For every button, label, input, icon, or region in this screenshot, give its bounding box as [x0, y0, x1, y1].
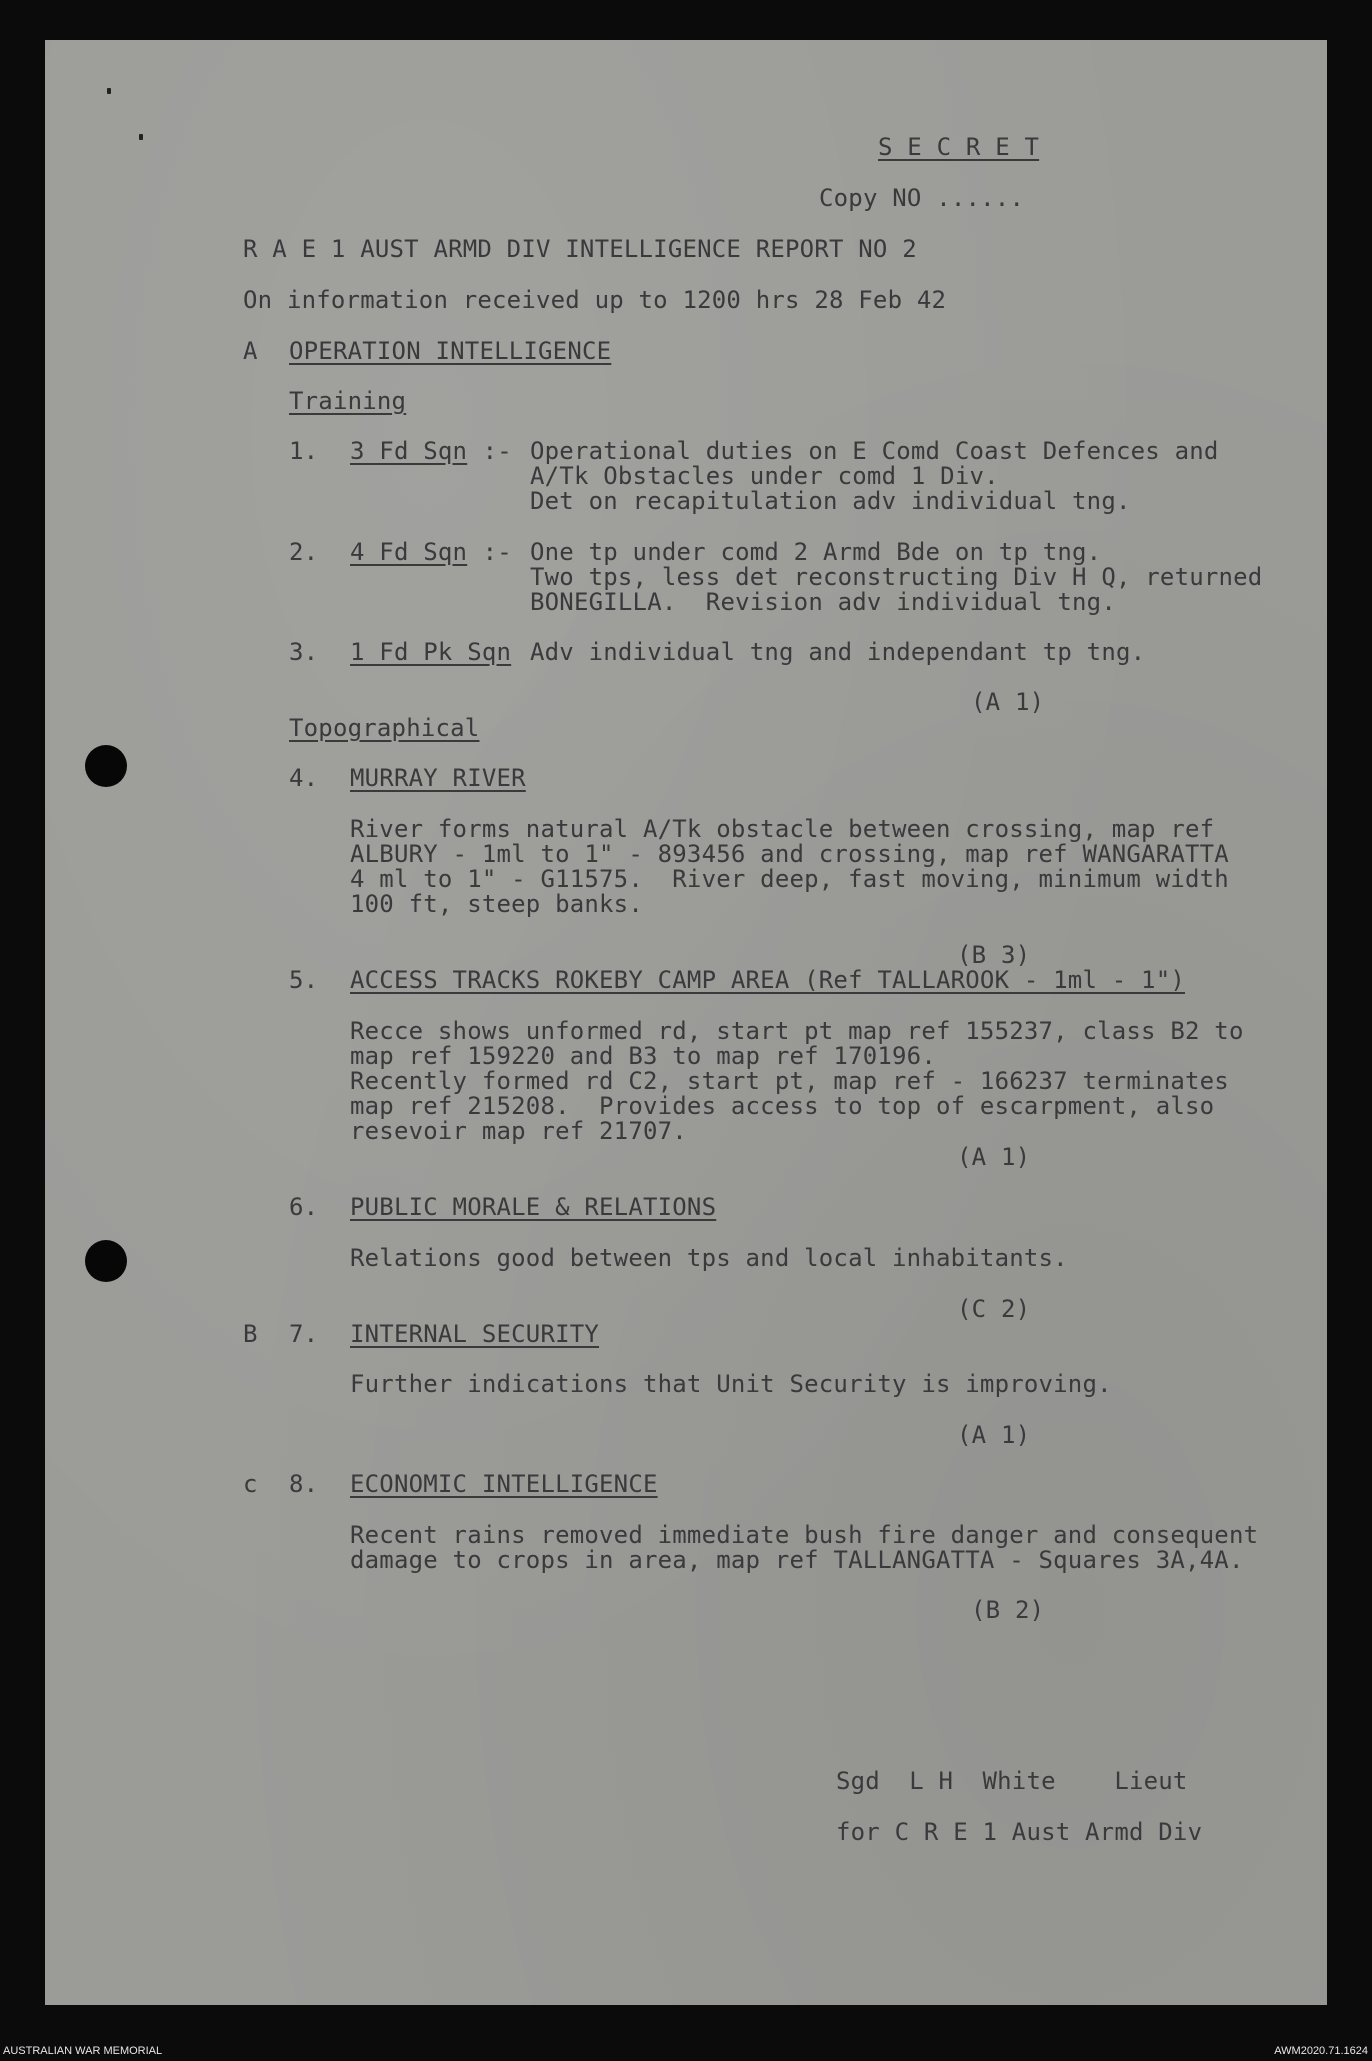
- grade-label: (C 2): [957, 1295, 1031, 1323]
- item-text-line: BONEGILLA. Revision adv individual tng.: [530, 588, 1116, 616]
- item-text-line: 4 ml to 1" - G11575. River deep, fast moving, minimum width: [350, 865, 1229, 893]
- section-a-letter: A: [243, 337, 258, 365]
- item-number: 4.: [289, 764, 319, 792]
- item-number: 6.: [289, 1193, 319, 1221]
- grade-label: (A 1): [971, 688, 1045, 716]
- archive-reference: AWM2020.71.1624: [1274, 2045, 1368, 2057]
- item-number: 7.: [289, 1320, 319, 1348]
- paper-speck: [139, 134, 143, 140]
- report-title: R A E 1 AUST ARMD DIV INTELLIGENCE REPORT NO 2: [243, 235, 917, 263]
- topographical-heading: Topographical: [289, 714, 480, 742]
- item-heading: MURRAY RIVER: [350, 764, 526, 792]
- section-letter: c: [243, 1470, 258, 1498]
- unit-name: 4 Fd Sqn: [350, 538, 468, 566]
- separator: :-: [468, 437, 512, 465]
- grade-label: (B 3): [957, 941, 1031, 969]
- item-heading: INTERNAL SECURITY: [350, 1320, 600, 1348]
- paper-speck: [107, 88, 111, 94]
- item-text-line: ALBURY - 1ml to 1" - 893456 and crossing, map ref WANGARATTA: [350, 840, 1229, 868]
- punch-hole: [85, 1240, 127, 1282]
- item-text-line: A/Tk Obstacles under comd 1 Div.: [530, 462, 999, 490]
- archive-credit: AUSTRALIAN WAR MEMORIAL: [3, 2045, 163, 2057]
- item-text-line: damage to crops in area, map ref TALLANGATTA - Squares 3A,4A.: [350, 1546, 1244, 1574]
- item-number: 2.: [289, 538, 319, 566]
- item-text-line: map ref 215208. Provides access to top of escarpment, also: [350, 1092, 1215, 1120]
- separator: :-: [468, 538, 512, 566]
- item-text-line: Relations good between tps and local inhabitants.: [350, 1244, 1068, 1272]
- item-text-line: resevoir map ref 21707.: [350, 1117, 687, 1145]
- grade-label: (A 1): [957, 1143, 1031, 1171]
- training-heading: Training: [289, 387, 407, 415]
- unit-name: 3 Fd Sqn: [350, 437, 468, 465]
- item-number: 8.: [289, 1470, 319, 1498]
- item-number: 1.: [289, 437, 319, 465]
- item-number: 3.: [289, 638, 319, 666]
- item-text-line: Recently formed rd C2, start pt, map ref - 166237 terminates: [350, 1067, 1229, 1095]
- item-number: 5.: [289, 966, 319, 994]
- item-text-line: Recce shows unformed rd, start pt map ref 155237, class B2 to: [350, 1017, 1244, 1045]
- item-heading: ACCESS TRACKS ROKEBY CAMP AREA (Ref TALLAROOK - 1ml - 1"): [350, 966, 1186, 994]
- item-text-line: Two tps, less det reconstructing Div H Q, returned: [530, 563, 1263, 591]
- signature-role: for C R E 1 Aust Armd Div: [836, 1818, 1203, 1846]
- item-text-line: Recent rains removed immediate bush fire danger and consequent: [350, 1521, 1259, 1549]
- document-page: [45, 40, 1327, 2005]
- classification-label: S E C R E T: [878, 133, 1040, 161]
- signature-line: Sgd L H White Lieut: [836, 1767, 1188, 1795]
- item-text-line: Det on recapitulation adv individual tng.: [530, 487, 1131, 515]
- item-heading: ECONOMIC INTELLIGENCE: [350, 1470, 658, 1498]
- item-text-line: Adv individual tng and independant tp tng.: [530, 638, 1146, 666]
- item-text-line: Operational duties on E Comd Coast Defences and: [530, 437, 1219, 465]
- copy-number: Copy NO ......: [819, 184, 1025, 212]
- unit-name: 1 Fd Pk Sqn: [350, 638, 512, 666]
- item-text-line: One tp under comd 2 Armd Bde on tp tng.: [530, 538, 1102, 566]
- section-a-heading: OPERATION INTELLIGENCE: [289, 337, 612, 365]
- item-heading: PUBLIC MORALE & RELATIONS: [350, 1193, 717, 1221]
- item-text-line: River forms natural A/Tk obstacle between crossing, map ref: [350, 815, 1215, 843]
- grade-label: (B 2): [971, 1596, 1045, 1624]
- item-text-line: Further indications that Unit Security is improving.: [350, 1370, 1112, 1398]
- item-text-line: 100 ft, steep banks.: [350, 890, 643, 918]
- section-letter: B: [243, 1320, 258, 1348]
- info-line: On information received up to 1200 hrs 28 Feb 42: [243, 286, 947, 314]
- item-text-line: map ref 159220 and B3 to map ref 170196.: [350, 1042, 936, 1070]
- grade-label: (A 1): [957, 1421, 1031, 1449]
- punch-hole: [85, 745, 127, 787]
